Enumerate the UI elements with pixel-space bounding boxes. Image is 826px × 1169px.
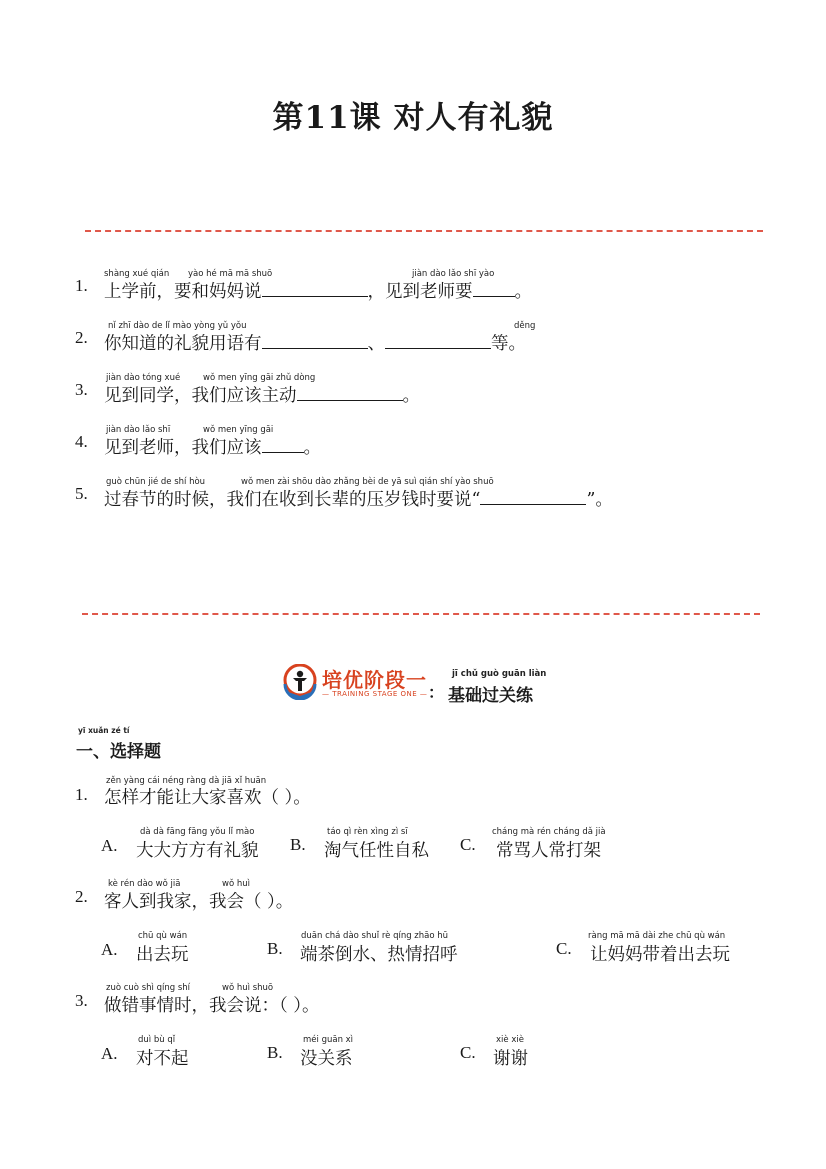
pinyin: xiè xiè xyxy=(496,1035,524,1045)
option-a-text[interactable]: 对不起 xyxy=(136,1049,189,1069)
pinyin: wǒ men yīng gāi xyxy=(203,425,274,435)
pinyin: yī xuǎn zé tí xyxy=(78,726,130,735)
pinyin: duì bù qǐ xyxy=(138,1035,176,1045)
stage-name: 基础过关练 xyxy=(448,686,533,706)
option-a-letter[interactable]: A. xyxy=(101,940,118,959)
option-b-letter[interactable]: B. xyxy=(267,1043,283,1062)
option-a-letter[interactable]: A. xyxy=(101,836,118,855)
option-a-letter[interactable]: A. xyxy=(101,1044,118,1063)
pinyin: ràng mā mā dài zhe chū qù wán xyxy=(588,931,726,941)
pinyin: kè rén dào wǒ jiā xyxy=(108,879,181,889)
option-b-letter[interactable]: B. xyxy=(290,835,306,854)
question-number: 3. xyxy=(75,991,88,1010)
question-number: 3. xyxy=(75,380,88,399)
answer-blank[interactable] xyxy=(297,386,403,401)
option-c-letter[interactable]: C. xyxy=(460,1043,476,1062)
pinyin: wǒ huì shuō xyxy=(222,983,274,993)
question-text: 上学前，要和妈妈说 ，见到老师要 。 xyxy=(104,282,532,302)
answer-blank[interactable] xyxy=(480,490,586,505)
question-number: 2. xyxy=(75,887,88,906)
question-text: 你知道的礼貌用语有 、 等。 xyxy=(104,334,526,354)
pinyin: duān chá dào shuǐ rè qíng zhāo hū xyxy=(301,931,449,941)
option-b-text[interactable]: 端茶倒水、热情招呼 xyxy=(300,945,458,965)
pinyin: yào hé mā mā shuō xyxy=(188,269,273,279)
answer-blank[interactable] xyxy=(262,438,304,453)
question-text: 过春节的时候，我们在收到长辈的压岁钱时要说“ ”。 xyxy=(104,490,613,510)
stage-colon: ： xyxy=(428,683,445,702)
question-number: 1. xyxy=(75,276,88,295)
pinyin: jiàn dào lǎo shī yào xyxy=(412,269,495,279)
divider-middle xyxy=(82,613,760,615)
pinyin: zuò cuò shì qíng shí xyxy=(106,983,191,993)
answer-blank[interactable] xyxy=(473,282,515,297)
question-text: 见到同学，我们应该主动 。 xyxy=(104,386,420,406)
option-c-letter[interactable]: C. xyxy=(460,835,476,854)
pinyin: shàng xué qián xyxy=(104,269,170,279)
question-number: 2. xyxy=(75,328,88,347)
pinyin: méi guān xì xyxy=(303,1035,354,1045)
stage-label: 培优阶段一 xyxy=(322,668,427,692)
option-b-text[interactable]: 没关系 xyxy=(300,1049,353,1069)
stage-sub: — TRAINING STAGE ONE — xyxy=(322,690,428,698)
pinyin: chū qù wán xyxy=(138,931,188,941)
pinyin: jiàn dào lǎo shī xyxy=(106,425,171,435)
pinyin: děng xyxy=(514,321,536,331)
question-text: 见到老师，我们应该 。 xyxy=(104,438,321,458)
pinyin: jī chǔ guò guān liàn xyxy=(452,669,547,679)
answer-blank[interactable] xyxy=(385,334,491,349)
pinyin: guò chūn jié de shí hòu xyxy=(106,477,206,487)
answer-blank[interactable] xyxy=(262,282,368,297)
question-number: 1. xyxy=(75,785,88,804)
option-a-text[interactable]: 出去玩 xyxy=(136,945,189,965)
question-text: 怎样才能让大家喜欢（ ）。 xyxy=(104,788,311,808)
pinyin: jiàn dào tóng xué xyxy=(106,373,181,383)
stage-logo-icon xyxy=(282,664,318,700)
pinyin: cháng mà rén cháng dǎ jià xyxy=(492,827,606,837)
option-a-text[interactable]: 大大方方有礼貌 xyxy=(136,841,259,861)
option-c-text[interactable]: 谢谢 xyxy=(493,1049,528,1069)
option-c-text[interactable]: 常骂人常打架 xyxy=(496,841,601,861)
question-text: 客人到我家，我会（ ）。 xyxy=(104,892,294,912)
question-text: 做错事情时，我会说：（ ）。 xyxy=(104,996,320,1016)
pinyin: zěn yàng cái néng ràng dà jiā xǐ huān xyxy=(106,776,267,786)
pinyin: dà dà fāng fāng yǒu lǐ mào xyxy=(140,827,255,837)
pinyin: nǐ zhī dào de lǐ mào yòng yǔ yǒu xyxy=(108,321,247,331)
option-b-letter[interactable]: B. xyxy=(267,939,283,958)
option-c-text[interactable]: 让妈妈带着出去玩 xyxy=(590,945,730,965)
section-title: 一、选择题 xyxy=(76,742,161,762)
question-number: 5. xyxy=(75,484,88,503)
pinyin: wǒ huì xyxy=(222,879,250,889)
pinyin: wǒ men zài shōu dào zhǎng bèi de yā suì qián shí yào shuō xyxy=(241,477,494,487)
pinyin: wǒ men yīng gāi zhǔ dòng xyxy=(203,373,316,383)
option-b-text[interactable]: 淘气任性自私 xyxy=(324,841,429,861)
answer-blank[interactable] xyxy=(262,334,368,349)
page-title: 第11课 对人有礼貌 xyxy=(272,100,554,136)
pinyin: táo qì rèn xìng zì sī xyxy=(327,827,408,837)
question-number: 4. xyxy=(75,432,88,451)
option-c-letter[interactable]: C. xyxy=(556,939,572,958)
divider-top xyxy=(85,230,763,232)
